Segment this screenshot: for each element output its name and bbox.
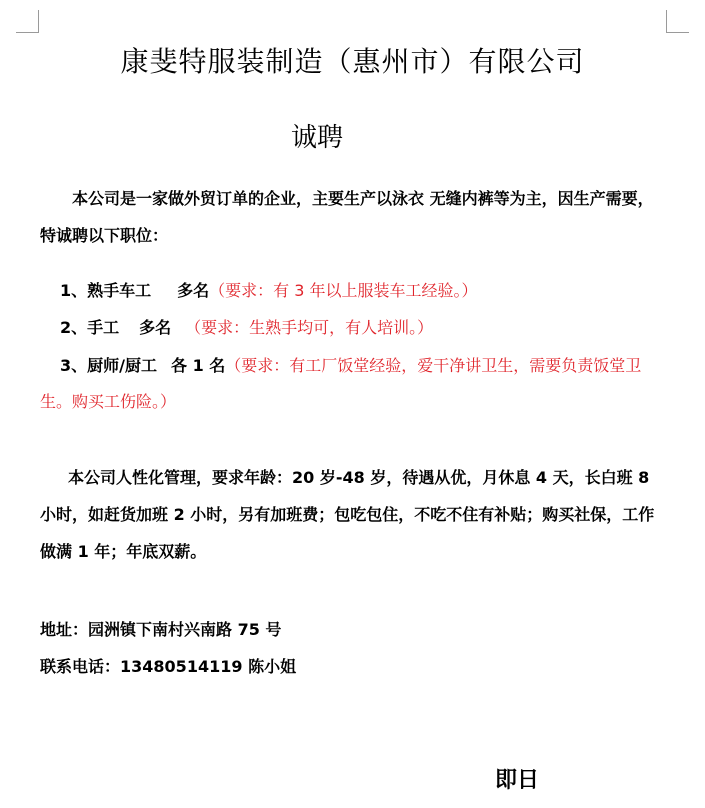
job-title: 厨师/厨工 — [87, 356, 157, 375]
job-count: 多名 — [177, 281, 210, 300]
intro-paragraph: 本公司是一家做外贸订单的企业，主要生产以泳衣 无缝内裤等为主，因生产需要，特诚聘以下职位： — [40, 189, 654, 245]
date-text: 即日 — [495, 768, 540, 793]
terms-paragraph: 本公司人性化管理，要求年龄：20 岁-48 岁，待遇从优，月休息 4 天，长白班 8 小时，如赶货加班 2 小时，另有加班费；包吃包住，不吃不住有补贴；购买社保，工作做满 1 年；年底双薪。 — [40, 468, 655, 561]
address-value: 园洲镇下南村兴南路 75 号 — [88, 620, 282, 639]
address-line — [40, 617, 281, 640]
job-title: 熟手车工 — [87, 281, 152, 300]
job-item — [40, 273, 666, 309]
phone-line — [40, 654, 296, 677]
phone-label: 联系电话： — [40, 657, 121, 676]
job-requirement: （要求：有工厂饭堂经验，爱干净讲卫生，需要负责饭堂卫生。购买工伤险。） — [40, 356, 642, 411]
job-count: 多名 — [139, 318, 172, 337]
job-count: 各 1 名 — [171, 356, 226, 375]
job-number: 3、 — [60, 356, 88, 375]
company-name: 康斐特服装制造（惠州市）有限公司 — [120, 45, 585, 78]
job-requirement: （要求：生熟手均可，有人培训。） — [185, 318, 434, 337]
job-item — [40, 348, 666, 420]
job-requirement: （要求：有 3 年以上服装车工经验。） — [209, 281, 478, 300]
contact-person: 陈小姐 — [248, 657, 297, 676]
job-number: 1、 — [60, 281, 88, 300]
crop-mark-top-left — [16, 10, 39, 33]
job-item — [40, 310, 666, 346]
job-number: 2、 — [60, 318, 88, 337]
phone-number: 13480514119 — [120, 657, 243, 676]
job-title: 手工 — [87, 318, 120, 337]
crop-mark-top-right — [666, 10, 689, 33]
address-label: 地址： — [40, 620, 89, 639]
recruitment-heading: 诚聘 — [291, 123, 344, 153]
